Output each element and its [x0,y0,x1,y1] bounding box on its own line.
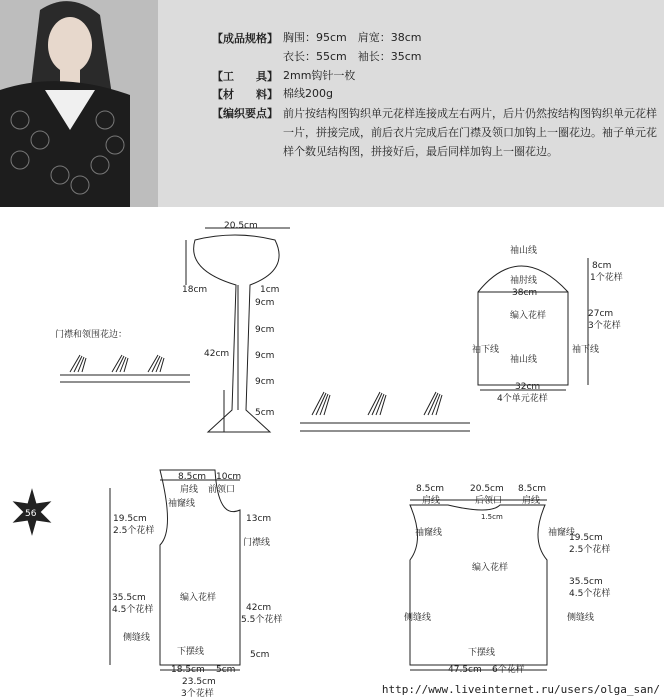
tools-value: 2mm钩针一枚 [283,69,356,82]
sleeve-cap-line-2: 袖山线 [510,355,538,365]
notes-value: 前片按结构图钩织单元花样连接成左右两片，后片仍然按结构图钩织单元花样一片，拼接完成，前后衣片完成后在门襟及领口加钩上一圈花边。袖子单元花样个数见结构图，拼接好后，最后同样加钩上一圈花边。 [283,107,657,158]
front-hem-height: 5cm [250,650,270,660]
front-neck-height: 13cm [246,514,272,524]
back-body-height: 35.5cm [569,577,603,587]
front-top-units: 2.5个花样 [113,526,155,536]
back-side-right: 侧缝线 [567,613,595,623]
back-shoulder-left: 8.5cm [416,484,445,494]
back-shoulder-right: 8.5cm [518,484,547,494]
collar-seg2: 9cm [255,325,275,335]
back-bottom-units: 6个花样 [492,665,525,675]
material-value: 棉线200g [283,87,333,100]
front-bottom-w2: 5cm [216,665,236,675]
back-body-units: 4.5个花样 [569,589,611,599]
collar-width: 20.5cm [224,221,258,231]
front-pattern: 编入花样 [180,593,217,603]
knitting-diagram [0,207,664,700]
back-shoulder-label-right: 肩线 [522,496,541,506]
sleeve-bottom-width: 32cm [515,382,541,392]
source-url: http://www.liveinternet.ru/users/olga_san/ [381,683,660,696]
front-neck-width: 10cm [216,472,242,482]
front-side-label: 侧缝线 [123,633,151,643]
page-number: 56 [25,509,37,519]
front-bottom-w1: 18.5cm [171,665,205,675]
back-top-height: 19.5cm [569,533,603,543]
collar-total: 42cm [204,349,230,359]
collar-seg1: 9cm [255,298,275,308]
front-top-height: 19.5cm [113,514,147,524]
sleeve-cap-line: 袖山线 [510,246,538,256]
front-shoulder-label: 肩线 [180,485,199,495]
front-body-units: 4.5个花样 [112,605,154,615]
back-neck-label: 后领口 [475,496,503,506]
sleeve-bottom-units: 4个单元花样 [497,394,548,404]
front-hem-label: 下摆线 [177,647,205,657]
back-neck-width: 20.5cm [470,484,504,494]
back-top-units: 2.5个花样 [569,545,611,555]
spec-line-1: 胸围：95cm 肩宽：38cm [283,31,422,44]
sleeve-elbow-line: 袖肘线 [510,276,538,286]
back-armhole-right: 袖窿线 [548,528,576,538]
back-pattern: 编入花样 [472,563,509,573]
back-neck-depth: 1.5cm [481,513,503,521]
front-bottom-total: 23.5cm [182,677,216,687]
collar-seg4: 9cm [255,377,275,387]
sleeve-pattern: 编入花样 [510,311,547,321]
back-shoulder-label-left: 肩线 [422,496,441,506]
tools-label: 【工 具】 [212,70,278,83]
front-shoulder-width: 8.5cm [178,472,207,482]
notes-label: 【编织要点】 [212,107,278,120]
collar-seg3: 9cm [255,351,275,361]
sleeve-mid-units: 3个花样 [588,321,621,331]
back-hem-label: 下摆线 [468,648,496,658]
sleeve-top-height: 8cm [592,261,612,271]
collar-bottom: 5cm [255,408,275,418]
front-placket-label: 门襟线 [243,538,271,548]
front-placket-height: 42cm [246,603,272,613]
collar-top-gap: 1cm [260,285,280,295]
sleeve-mid-height: 27cm [588,309,614,319]
front-neck-label: 前领口 [208,485,236,495]
front-body-height: 35.5cm [112,593,146,603]
back-bottom-width: 47.5cm [448,665,482,675]
model-photo [0,0,158,207]
front-placket-units: 5.5个花样 [241,615,283,625]
sleeve-top-units: 1个花样 [590,273,623,283]
back-armhole-left: 袖窿线 [415,528,443,538]
sleeve-seam-right: 袖下线 [572,345,600,355]
spec-line-2: 衣长：55cm 袖长：35cm [283,50,422,63]
collar-left-height: 18cm [182,285,208,295]
back-side-left: 侧缝线 [404,613,432,623]
sleeve-seam-left: 袖下线 [472,345,500,355]
sleeve-width-top: 38cm [512,288,538,298]
material-label: 【材 料】 [212,88,278,101]
spec-label: 【成品规格】 [212,32,278,45]
edging-title: 门襟和领围花边： [55,330,128,340]
front-armhole-label: 袖窿线 [168,499,196,509]
front-bottom-units: 3个花样 [181,689,214,699]
